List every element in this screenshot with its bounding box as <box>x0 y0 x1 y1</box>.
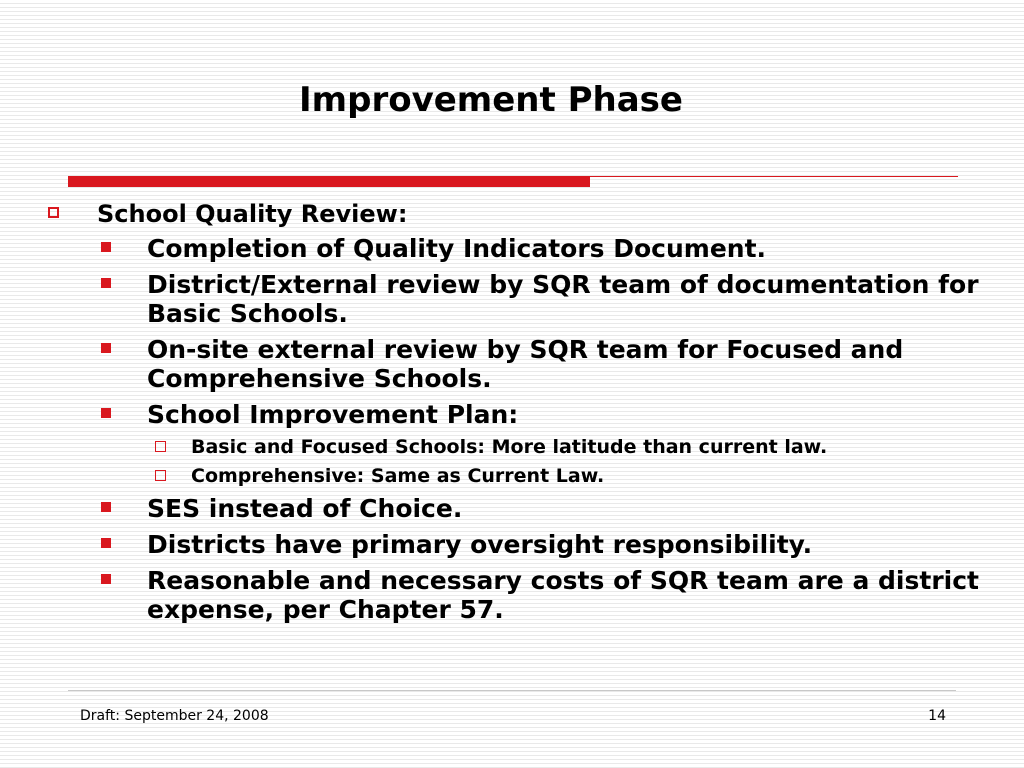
bullet-text: School Quality Review: <box>97 200 408 228</box>
bullet-item-basic-focused <box>147 436 985 459</box>
bullet-item-district-external-review <box>97 270 985 328</box>
filled-square-icon <box>101 538 111 548</box>
bullet-item-costs <box>97 566 985 624</box>
title-underline-bar <box>68 176 590 187</box>
bullet-item-school-quality-review <box>45 200 985 228</box>
filled-square-icon <box>101 343 111 353</box>
bullet-item-ses <box>97 494 985 523</box>
bullet-list <box>45 200 985 631</box>
bullet-text: Comprehensive: Same as Current Law. <box>191 465 605 487</box>
hollow-square-icon <box>155 470 166 481</box>
bullet-text: District/External review by SQR team of documentation for Basic Schools. <box>147 270 979 328</box>
bullet-text: On-site external review by SQR team for Focused and Comprehensive Schools. <box>147 335 904 393</box>
bullet-item-onsite-review <box>97 335 985 393</box>
bullet-text: Completion of Quality Indicators Document. <box>147 234 767 263</box>
filled-square-icon <box>101 574 111 584</box>
filled-square-icon <box>101 242 111 252</box>
filled-square-icon <box>101 502 111 512</box>
bullet-text: Districts have primary oversight responsibility. <box>147 530 813 559</box>
slide-title: Improvement Phase <box>299 80 683 120</box>
title-underline-rule <box>590 176 958 177</box>
bullet-item-improvement-plan <box>97 400 985 429</box>
bullet-item-quality-indicators <box>97 234 985 263</box>
footer-draft-date: Draft: September 24, 2008 <box>80 708 269 724</box>
filled-square-icon <box>101 408 111 418</box>
hollow-square-icon <box>48 207 59 218</box>
page-number: 14 <box>928 708 946 724</box>
bullet-text: School Improvement Plan: <box>147 400 519 429</box>
bullet-item-oversight <box>97 530 985 559</box>
bullet-text: Basic and Focused Schools: More latitude than current law. <box>191 436 828 458</box>
filled-square-icon <box>101 278 111 288</box>
bullet-item-comprehensive <box>147 465 985 488</box>
bullet-text: Reasonable and necessary costs of SQR team are a district expense, per Chapter 57. <box>147 566 979 624</box>
footer-divider <box>68 690 956 691</box>
hollow-square-icon <box>155 441 166 452</box>
bullet-text: SES instead of Choice. <box>147 494 463 523</box>
